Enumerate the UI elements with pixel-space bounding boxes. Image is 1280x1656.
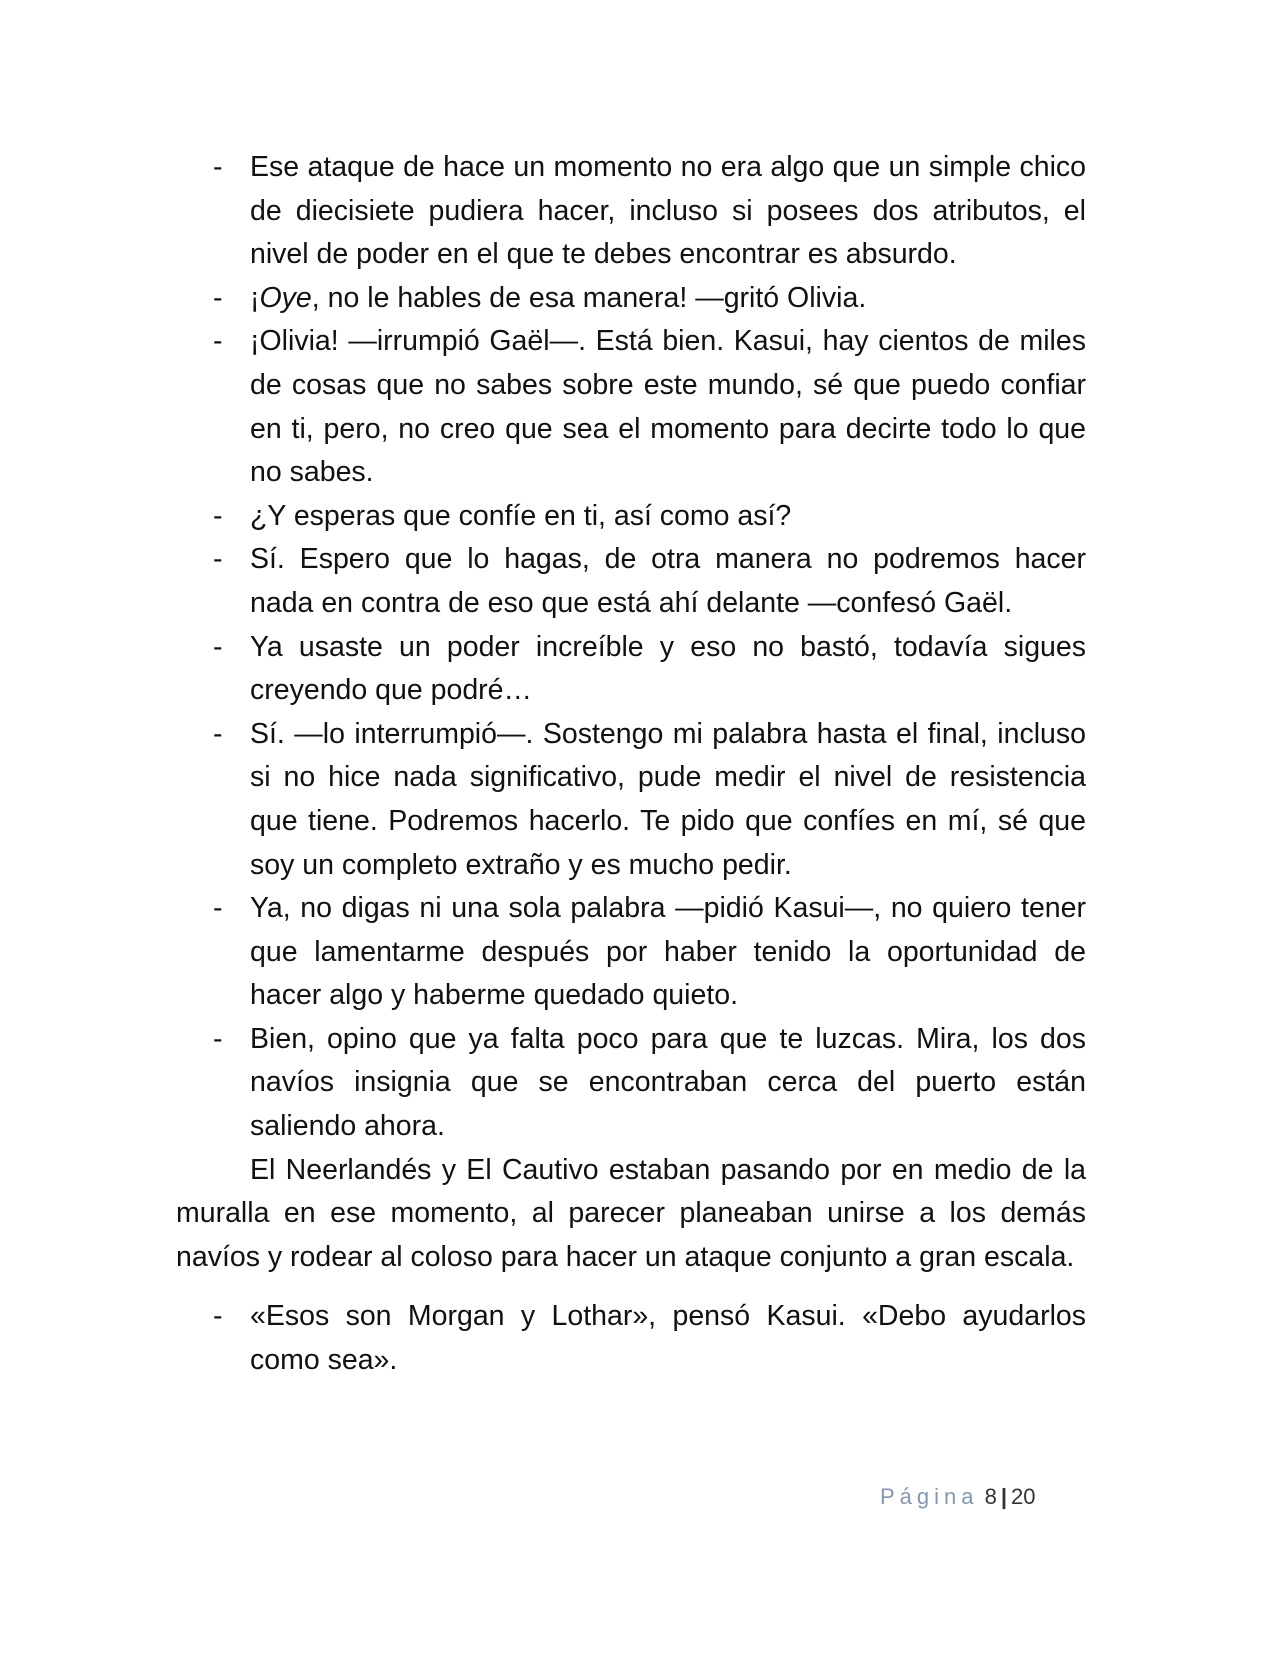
dialogue-dash: - [213, 1300, 223, 1333]
dialogue-line [176, 538, 1086, 625]
text-run: El Neerlandés y El Cautivo estaban pasando por en medio de la muralla en ese momento, al parecer planeaban unirse a los demás navíos y rodear al coloso para hacer un ataque conjunto a gran escala. [176, 1153, 1086, 1273]
text-run: Ese ataque de hace un momento no era algo que un simple chico de diecisiete pudiera hacer, incluso si posees dos atributos, el nivel de poder en el que te debes encontrar es absurdo. [250, 151, 1086, 271]
dialogue-line [176, 320, 1086, 494]
narration-paragraph [176, 1149, 1086, 1280]
text-run: ¿Y esperas que confíe en ti, así como así? [250, 499, 792, 532]
text-run: Sí. —lo interrumpió—. Sostengo mi palabra hasta el final, incluso si no hice nada significativo, pude medir el nivel de resistencia que tiene. Podremos hacerlo. Te pido que confíes en mí, sé que soy un completo extraño y es mucho pedir. [250, 717, 1086, 881]
dialogue-line [176, 1295, 1086, 1382]
text-run: Ya, no digas ni una sola palabra —pidió Kasui—, no quiero tener que lamentarme después por haber tenido la oportunidad de hacer algo y haberme quedado quieto. [250, 892, 1086, 1012]
italic-text: Oye [259, 281, 312, 314]
text-run: , no le hables de esa manera! —gritó Olivia. [311, 281, 867, 314]
page-total: 20 [1011, 1484, 1036, 1509]
dialogue-dash: - [213, 325, 223, 358]
dialogue-line [176, 887, 1086, 1018]
page-footer [880, 1484, 1036, 1510]
dialogue-dash: - [213, 151, 223, 183]
page-number: 8 [984, 1484, 997, 1509]
dialogue-dash: - [213, 1022, 223, 1055]
text-run: Ya usaste un poder increíble y eso no bastó, todavía sigues creyendo que podré… [250, 630, 1086, 707]
body-text [176, 146, 1086, 1383]
text-run: ¡Olivia! —irrumpió Gaël—. Está bien. Kasui, hay cientos de miles de cosas que no sabes sobre este mundo, sé que puedo confiar en ti, pero, no creo que sea el momento para decirte todo lo que no sabes. [250, 325, 1086, 489]
text-run: «Esos son Morgan y Lothar», pensó Kasui. «Debo ayudarlos como sea». [250, 1300, 1086, 1377]
dialogue-line [176, 277, 1086, 321]
dialogue-line [176, 713, 1086, 887]
page-label: Página [880, 1484, 979, 1509]
text-run: Sí. Espero que lo hagas, de otra manera no podremos hacer nada en contra de eso que está ahí delante —confesó Gaël. [250, 543, 1086, 619]
dialogue-dash: - [213, 630, 223, 663]
page-separator: | [1000, 1484, 1008, 1509]
dialogue-dash: - [213, 717, 223, 750]
text-run: ¡ [250, 281, 260, 314]
dialogue-dash: - [213, 281, 223, 314]
dialogue-line [176, 146, 1086, 277]
text-run: Bien, opino que ya falta poco para que te luzcas. Mira, los dos navíos insignia que se encontraban cerca del puerto están saliendo ahora. [250, 1022, 1086, 1143]
dialogue-line [176, 495, 1086, 539]
dialogue-line [176, 626, 1086, 713]
dialogue-dash: - [213, 499, 223, 532]
dialogue-dash: - [213, 543, 223, 576]
dialogue-dash: - [213, 892, 223, 925]
dialogue-line [176, 1018, 1086, 1149]
